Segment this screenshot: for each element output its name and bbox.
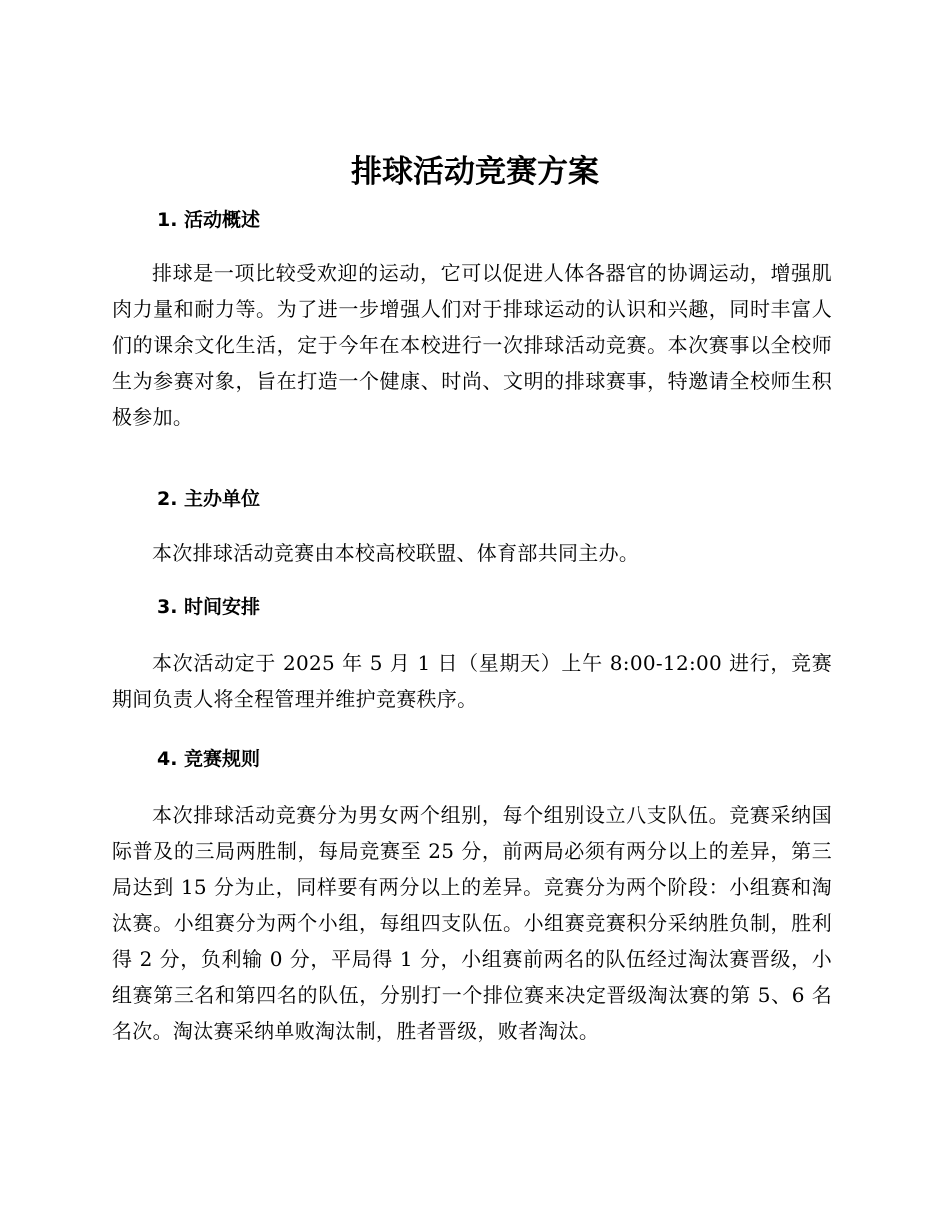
section-paragraph-rules: 本次排球活动竞赛分为男女两个组别，每个组别设立八支队伍。竞赛采纳国际普及的三局两胜制，每局竞赛至 25 分，前两局必须有两分以上的差异，第三局达到 15 分为止，同样要有两分以上的差异。竞赛分为两个阶段：小组赛和淘汰赛。小组赛分为两个小组，每组四支队伍。小组赛竞赛积分采纳胜负制，胜利得 2 分，负利输 0 分，平局得 1 分，小组赛前两名的队伍经过淘汰赛晋级，小组赛第三名和第四名的队伍，分别打一个排位赛来决定晋级淘汰赛的第 5、6 名名次。淘汰赛采纳单败淘汰制，胜者晋级，败者淘汰。 bbox=[112, 803, 832, 1043]
document-title: 排球活动竞赛方案 bbox=[351, 154, 599, 190]
section-paragraph-schedule: 本次活动定于 2025 年 5 月 1 日（星期天）上午 8:00-12:00 进行，竞赛期间负责人将全程管理并维护竞赛秩序。 bbox=[112, 651, 832, 711]
section-heading-organizer: 2. 主办单位 bbox=[157, 488, 261, 510]
section-heading-overview: 1. 活动概述 bbox=[157, 209, 261, 231]
section-heading-rules: 4. 竞赛规则 bbox=[157, 748, 261, 770]
section-paragraph-overview: 排球是一项比较受欢迎的运动，它可以促进人体各器官的协调运动，增强肌肉力量和耐力等。为了进一步增强人们对于排球运动的认识和兴趣，同时丰富人们的课余文化生活，定于今年在本校进行一次排球活动竞赛。本次赛事以全校师生为参赛对象，旨在打造一个健康、时尚、文明的排球赛事，特邀请全校师生积极参加。 bbox=[112, 261, 832, 429]
section-heading-schedule: 3. 时间安排 bbox=[157, 596, 261, 618]
section-paragraph-organizer: 本次排球活动竞赛由本校高校联盟、体育部共同主办。 bbox=[152, 541, 640, 565]
